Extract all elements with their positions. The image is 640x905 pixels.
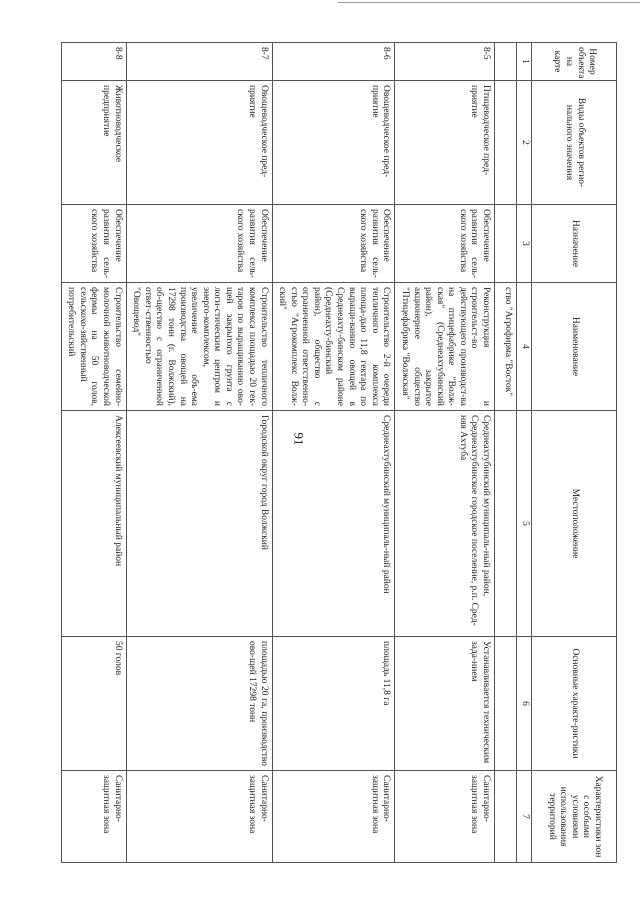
cell-purpose — [495, 205, 517, 283]
objects-table — [61, 42, 617, 863]
cell-location — [495, 411, 517, 637]
cell-object-type: Птицеводческое пред-приятие — [395, 81, 495, 205]
cell-object-type — [495, 81, 517, 205]
cell-zones: Санитарно-защитная зона — [126, 771, 272, 863]
rotated-table-area — [66, 42, 617, 862]
cell-location: Среднеахтубинский муниципаль-ный район, Среднеахтубинское городское поселение, р.п. Сред-няя Ахтуба — [395, 411, 495, 637]
page-number: 91 — [291, 432, 307, 446]
cell-characteristics: площадью 20 га, производство ово-щей 17298 тонн — [126, 637, 272, 771]
column-number-row — [517, 43, 532, 863]
cell-zones: Санитарно-защитная зона — [272, 771, 395, 863]
cell-characteristics — [495, 637, 517, 771]
cell-zones — [495, 771, 517, 863]
header-object-type: Виды объектов регио-нального значения — [532, 81, 617, 205]
header-object-number: Номер объекта на карте — [532, 43, 617, 81]
cell-purpose: Обеспечение развития сель-ского хозяйства — [272, 205, 395, 283]
cell-purpose: Обеспечение развития сель-ского хозяйства — [395, 205, 495, 283]
cell-characteristics: площадь 11,8 га — [272, 637, 395, 771]
cell-zones: Санитарно-защитная зона — [395, 771, 495, 863]
table-row — [495, 43, 517, 863]
cell-object-type: Животноводческое предприятие — [61, 81, 126, 205]
column-number: 5 — [517, 411, 532, 637]
column-number: 6 — [517, 637, 532, 771]
header-row — [532, 43, 617, 863]
column-number: 4 — [517, 283, 532, 411]
table-row — [395, 43, 495, 863]
header-characteristics: Основные характе-ристики — [532, 637, 617, 771]
header-name: Наименование — [532, 283, 617, 411]
column-number: 1 — [517, 43, 532, 81]
cell-object-number — [495, 43, 517, 81]
table-row — [61, 43, 126, 863]
cell-object-number: 8-8 — [61, 43, 126, 81]
cell-object-type: Овощеводческое пред-приятие — [272, 81, 395, 205]
cell-location: Среднеахтубинский муниципаль-ный район — [272, 411, 395, 637]
cell-name: Реконструкция и строительст-во действующего производст-ва на птицефабрике "Волж-ская" (Среднеахтубинский район), закрытое акционерное общество "Птицефабрика "Волжская" — [395, 283, 495, 411]
table-row — [126, 43, 272, 863]
table-row — [272, 43, 395, 863]
cell-object-number: 8-7 — [126, 43, 272, 81]
header-purpose: Назначение — [532, 205, 617, 283]
cell-characteristics: 50 голов — [61, 637, 126, 771]
cell-object-type: Овощеводческое пред-приятие — [126, 81, 272, 205]
cell-purpose: Обеспечение развития сель-ского хозяйства — [61, 205, 126, 283]
cell-location: Алексеевский муниципальный район — [61, 411, 126, 637]
column-number: 2 — [517, 81, 532, 205]
cell-object-number: 8-6 — [272, 43, 395, 81]
top-rule — [338, 2, 640, 3]
cell-characteristics: Устанавливается техническим зада-нием — [395, 637, 495, 771]
column-number: 7 — [517, 771, 532, 863]
cell-location: Городской округ город Волжский — [126, 411, 272, 637]
header-location: Местоположение — [532, 411, 617, 637]
cell-name: Строительство тепличного комплекса площадью 20 гек-таров по выращиванию ово-щей закрытого грунта с логи-стическим центром и энерго-комплексом, увеличение объ-ема производства овощей на 17298 тонн (г. Волжский), об-щество с ограниченной ответ-ственностью "Овощевод" — [126, 283, 272, 411]
cell-name: Строительство семейно-молочной животноводческой фермы на 50 голов, сельскохо-зяйственный потребительский — [61, 283, 126, 411]
header-zones: Характеристики зон с особыми условиями использования территорий — [532, 771, 617, 863]
column-number: 3 — [517, 205, 532, 283]
cell-name: Строительство 2-й очереди тепличного комплекса площа-дью 11,8 гектара по выращи-ванию овощей в Среднеахту-бинском районе (Среднеахту-бинский район), общество с ограниченной ответственно-стью "Агрокомплекс Волж-ский" — [272, 283, 395, 411]
cell-name: ство "Агрофирма "Восток" — [495, 283, 517, 411]
cell-purpose: Обеспечение развития сель-ского хозяйства — [126, 205, 272, 283]
cell-zones: Санитарно-защитная зона — [61, 771, 126, 863]
cell-object-number: 8-5 — [395, 43, 495, 81]
